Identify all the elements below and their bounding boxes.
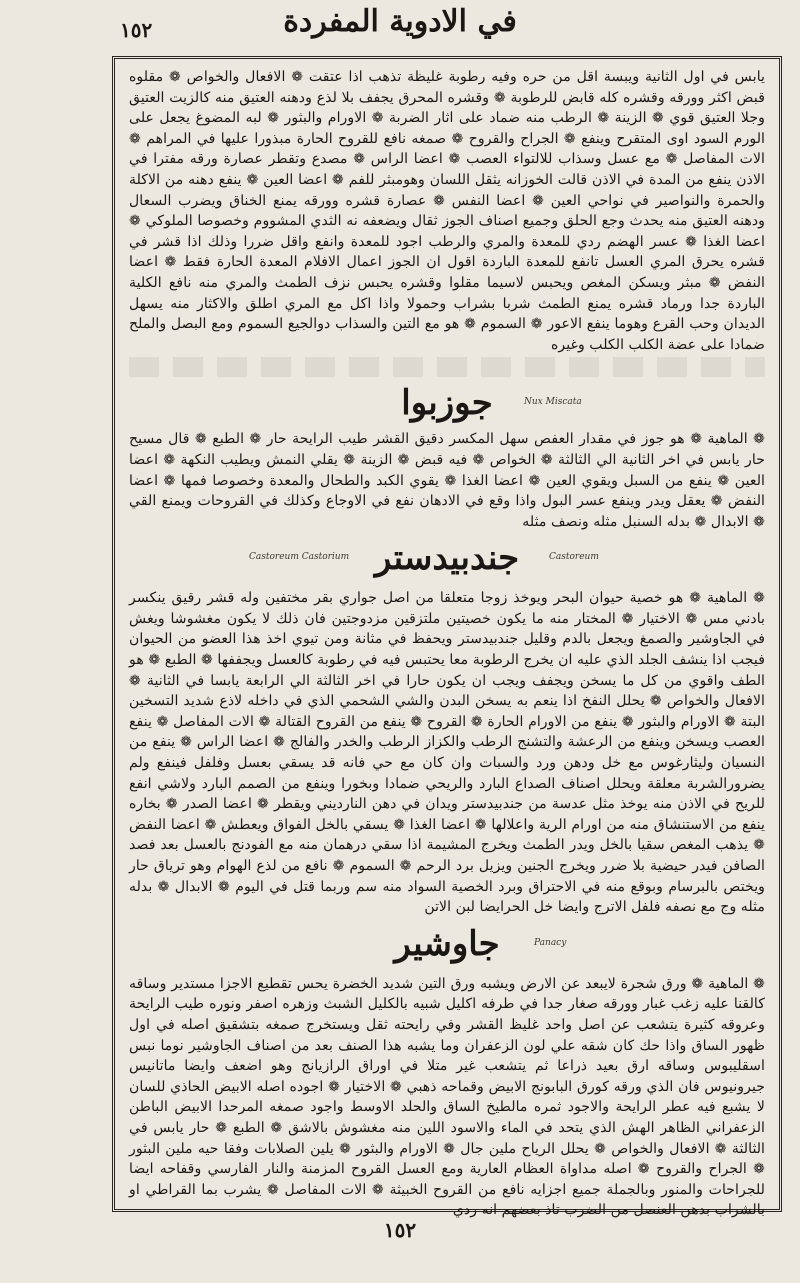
section-body-jundbaydastar: ❁ الماهية ❁ هو خصية حيوان البحر ويوخذ زوجا متعلقا من اصل جواري بقر مختفين وله قشر رقيق ينكسر بادني مس ❁ الاختيار ❁ المختار منه ما يكون خصيتين ملتزقين مزدوجتين فان ذلك لا يكون مغشوشا ويغش في الجاوشير والصمغ ويجعل بالدم وقليل جندبيدستر ويحفظ في مثانة ومن تيوي اخذ هذا العضو من الحيوان فيجب اذا ينشف الجلد الذي عليه ان يخرج الرطوبة معا يحتبس فيه في رطوبة كالعسل ويجففها ❁ الطبع ❁ هو الطف واقوي من كل ما يسخن ويجفف ويجب ان يكون حارا في اخر الثالثة الي الرابعة يابسا في الثانية ❁ الافعال والخواص ❁ يحلل النفخ اذا ينعم به يسخن البدن والشي الشحمي الذي في داخله لاذع شديد التسخين البتة ❁ الاورام والبثور ❁ ينفع من الاورام الحارة ❁ القروح ❁ ينفع من القروح القتالة ❁ الات المفاصل ❁ ينفع العصب ويسخن وينفع من الرعشة والتشنج الرطب والكزاز الرطب والخدر والفالج ❁ اعضا الراس ❁ ينفع من النسيان وليثارغوس مع خل ودهن ورد والسبات وان كان مع حي فانه قد يسقي بعسل وفلفل فينفع ولم يضرورالشربة معلقة ويحلل اصناف الصداع البارد والريحي ضمادا وبخورا وينفع من الصمم البارد ولاشي انفع للريح في الاذن منه يوخذ مثل عدسة من جندبيدستر ويدان في دهن النارديني ويقطر ❁ اعضا الصدر ❁ بخاره ينفع من الاستنشاق منه من اورام الرية واعلالها ❁ اعضا الغذا ❁ يسقي بالخل الفواق ويعطش ❁ اعضا النفض ❁ يذهب المغص سقيا بالخل ويدر الطمث ويخرج المشيمة اذا سقي درهمان منه مع الفودنج بالعسل بعد فصد الصافن فيدر حيضية بلا ضرر ويخرج الجنين ويزيل برد الرحم ❁ السموم ❁ نافع من لذع الهوام وهو ترياق حار ويختص بالبرسام وبوقع منه في الاحتراق وبرد الخصية السواد منه سم وربما قتل في اليوم ❁ الابدال ❁ بدله مثله وج مع نصفه فلفل الاترج وايضا خل الحرايضا لبن الاتن	[129, 590, 765, 916]
section-body-jawshir: ❁ الماهية ❁ ورق شجرة لايبعد عن الارض ويشبه ورق التين شديد الخضرة يحس تقطيع الاجزا مستدير وساقه كالقنا عليه زغب غبار وورقه صغار جدا في طرفه اكليل شبيه بالكليل الشبث وزهره اصفر ونوره طيب الرايحة وعروقه كثيرة يتشعب عن اصل واحد غليظ القشر وفي رايحته ثقل ويستخرج صمغه بتشقيق اصله في اول ظهور الساق واذا حك كان شقه علي لون الزعفران وما يشبه هذا الصنف بعد من اصناف الجاوشير نوما نبس اسقليبوس وساقه ارق بعيد ذراعا ثم يتشعب غير متلا في اوراق الرازيانج وهو اضعف وايضا ماتانيس جيرونيوس فان الذي ورقه كورق البابونج الابيض وقماحه ذهبي ❁ الاختيار ❁ اجوده اصله الابيض الحاذي للسان لا يشبع فيه عطر الرايحة والاجود ثمره مالطيخ الساق والحلد الاوسط واجود صمغه المرحدا الابيض الباطن الزعفراني الظاهر الهش الذي يتحد في الماء والاسود اللين منه مغشوش بالاشق ❁ الطبع ❁ حار يابس في الثالثة ❁ الافعال والخواص ❁ يحلل الرياح ملين جال ❁ الاورام والبثور ❁ يلين الصلابات وفقا حيه ملين البثور ❁ الجراح والقروح ❁ اصله مداواة العظام العارية ومع العسل القروح المزمنة والنار الفارسي وقفاحه ايضا للجراحات والمنور وبالجملة جميع اجزايه نافع من القروح الخبيثة ❁ الات المفاصل ❁ يشرب بما القراطي او بالشراب بدهن العنصل من الضرب تاذ بعضهم انه ردي	[129, 975, 765, 1219]
entry-title: جاوشير	[394, 923, 500, 964]
section-body-jawzbuwa: ❁ الماهية ❁ هو جوز في مقدار العفص سهل المكسر دقيق القشر طيب الرايحة حار ❁ الطبع ❁ قال مسيح حار يابس في اخر الثانية الي الثالثة ❁ الخواص ❁ فيه قبض ❁ الزينة ❁ يقلي النمش ويطيب النكهة ❁ اعضا العين ❁ ينفع من السبل ويقوي العين ❁ اعضا الغذا ❁ يقوي الكبد والطحال والمعدة وخصوصا فمها ❁ اعضا النفض ❁ يعقل ويدر وينفع عسر البول واذا وقع في الادهان نفع في الاوجاع وكذلك في القروحات ويمنع القي ❁ الابدال ❁ بدله السنبل مثله ونصف مثله	[129, 431, 765, 530]
running-header	[0, 4, 800, 48]
entry-heading-jawshir	[129, 922, 765, 970]
section-body-continuation: يابس في اول الثانية ويبسة اقل من حره وفيه رطوبة غليظة تذهب اذا عتقت ❁ الافعال والخواص ❁ مقلوه قبض اكثر وورقه وقشره كله قابض للرطوبة ❁ وقشره المحرق يجفف بلا لذع ودهنه العتيق منه كالزيت العتيق وجلا العتيق قوي ❁ الزينة ❁ الرطب منه ضماد على اثار الضربة ❁ الاورام والبثور ❁ لبه المضوغ يجعل على الورم السود اوى المتقرح وينفع ❁ الجراح والقروح ❁ صمغه نافع للقروح الحارة مبذورا عليها في المراهم ❁ الات المفاصل ❁ مع عسل وسذاب للالتواء العصب ❁ اعضا الراس ❁ مصدع وتقطر عصارة ورقه مفترا في الاذن ينفع من المدة في الاذن قالت الخوزانه يثقل اللسان وهومبثر للفم ❁ اعضا العين ❁ ينفع دهنه من الاكلة والحمرة والنواصير في نواحي العين ❁ اعضا النفس ❁ عصارة قشره وورقه يمنع الخناق ويضرب السعال ودهنه العتيق منه يحدث وجع الحلق وجميع اصناف الجوز ثقال ويضعفه نه الثدي المشووم وخصوصا الملوكي ❁ اعضا الغذا ❁ عسر الهضم ردي للمعدة والمري والرطب اجود للمعدة وانفع واقل ضررا وذلك اذا قشر في قشره يحرق المري العسل تانفع للمعدة الباردة اقول ان الجوز اعمال الافلام المعدة الحارة فقط ❁ اعضا النفض ❁ مبثر ويسكن المغص ويحبس لاسيما مقلوا وقشره يحبس نزف الطمث والمري منه نافع الكلية الباردة جدا ورماد قشره يمنع الطمث شربا بشراب وحمولا واذا اكل مع المري اطلق والاكثار منه يسهل الديدان وحب القرع وهوما ينفع الاعور ❁ السموم ❁ هو مع التين والسذاب دوالجيع السموم ومع البصل والملح ضمادا على عضة الكلب الكلب وغيره	[129, 69, 765, 353]
latin-annotation-right: Castoreum	[549, 552, 599, 563]
entry-title: جوزبوا	[401, 383, 493, 424]
latin-annotation: Nux Miscata	[524, 397, 582, 408]
entry-heading-jawzbuwa	[129, 381, 765, 425]
bleed-through-band	[129, 357, 765, 377]
header-page-number: ١٥٢	[120, 18, 153, 42]
running-title: في الادوية المفردة	[283, 4, 517, 39]
entry-title: جندبيدستر	[374, 538, 520, 579]
footer-page-number: ١٥٢	[383, 1218, 417, 1242]
text-frame	[112, 56, 782, 1219]
latin-annotation: Panacy	[534, 937, 567, 948]
entry-heading-jundbaydastar	[129, 536, 765, 584]
latin-annotation-left: Castoreum Castorium	[249, 552, 350, 563]
